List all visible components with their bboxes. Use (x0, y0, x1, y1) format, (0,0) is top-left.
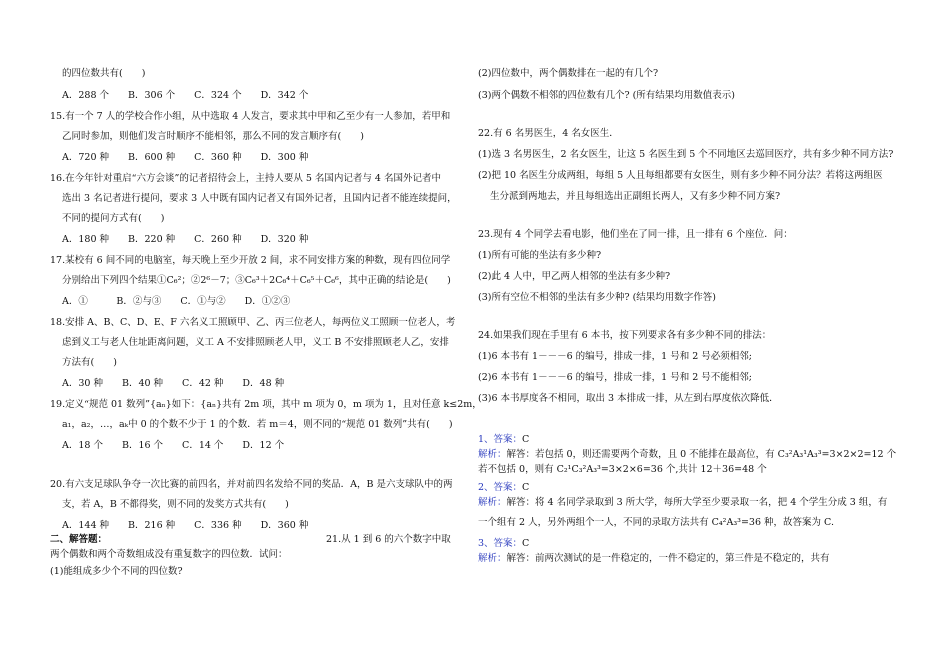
answer-value: C (522, 538, 530, 549)
question-line: 乙同时参加，则他们发言时顺序不能相邻，那么不同的发言顺序有( ) (62, 131, 364, 142)
analysis-text: 解答：前两次测试的是一件稳定的，一件不稳定的，第三件是不稳定的，共有 (506, 553, 830, 564)
answer-label: 3、答案： (478, 538, 523, 549)
q21-line2: 两个偶数和两个奇数组成没有重复数字的四位数．试问： (50, 549, 288, 560)
question-line: (1)选 3 名男医生，2 名女医生，让这 5 名医生到 5 个不同地区去巡回医疗，共有多少种不同方法? (478, 149, 894, 160)
analysis-line (478, 497, 887, 509)
section-title: 二、解答题： (50, 534, 108, 545)
question-line: (2)四位数中，两个偶数排在一起的有几个? (478, 68, 659, 79)
answer-label: 2、答案： (478, 482, 523, 493)
question-line: (3)两个偶数不相邻的四位数有几个? (所有结果均用数值表示) (478, 90, 735, 101)
analysis-line (478, 449, 896, 461)
question-line: A．180 种 B．220 种 C．260 种 D．320 种 (62, 234, 309, 245)
question-line: 22.有 6 名男医生，4 名女医生． (478, 128, 619, 139)
question-line: A．720 种 B．600 种 C．360 种 D．300 种 (62, 152, 309, 163)
analysis-text: 解答：若包括 0，则还需要两个奇数，且 0 不能排在最高位，有 C₃²A₃¹A₃³=3×2×2=12 个 (506, 449, 897, 460)
question-line: A．18 个 B．16 个 C．14 个 D．12 个 (62, 440, 285, 451)
question-line: A．30 种 B．40 种 C．42 种 D．48 种 (62, 378, 285, 389)
answer-label: 1、答案： (478, 434, 523, 445)
question-line: (2)6 本书有 1－－－6 的编号，排成一排，1 号和 2 号不能相邻; (478, 372, 752, 383)
question-line: (1)所有可能的坐法有多少种? (478, 250, 602, 261)
question-line: 24.如果我们现在手里有 6 本书，按下列要求各有多少种不同的排法： (478, 330, 772, 341)
question-line: 20.有六支足球队争夺一次比赛的前四名，并对前四名发给不同的奖品．A，B 是六支球队中的两 (50, 479, 453, 490)
analysis-text: 若不包括 0，则有 C₂¹C₃²A₃³=3×2×6=36 个,共计 12＋36=48 个 (478, 464, 767, 475)
answer-value: C (522, 434, 530, 445)
question-line: 选出 3 名记者进行提问，要求 3 人中既有国内记者又有国外记者，且国内记者不能连续提问， (62, 193, 457, 204)
q21-line3: (1)能组成多少个不同的四位数? (50, 566, 183, 577)
question-line: A．288 个 B．306 个 C．324 个 D．342 个 (62, 90, 309, 101)
question-line: 16.在今年针对重启“六方会谈”的记者招待会上，主持人要从 5 名国内记者与 4 名国外记者中 (50, 173, 441, 184)
question-line: 方法有( ) (62, 357, 117, 368)
question-line: 不同的提问方式有( ) (62, 213, 165, 224)
analysis-line (478, 553, 830, 565)
analysis-label: 解析： (478, 553, 507, 564)
question-line: 18.安排 A、B、C、D、E、F 六名义工照顾甲、乙、丙三位老人，每两位义工照顾一位老人，考 (50, 317, 456, 328)
question-line: (2)把 10 名医生分成两组，每组 5 人且每组都要有女医生，则有多少种不同分法？若将这两组医 (478, 170, 883, 181)
analysis-line (478, 464, 767, 476)
question-line: 生分派到两地去，并且每组选出正副组长两人，又有多少种不同方案? (490, 191, 781, 202)
answer-line (478, 482, 529, 494)
question-line: 23.现有 4 个同学去看电影，他们坐在了同一排，且一排有 6 个座位．问： (478, 229, 793, 240)
analysis-text: 解答：将 4 名同学录取到 3 所大学，每所大学至少要录取一名，把 4 个学生分成 3 组，有 (506, 497, 888, 508)
question-line: A．144 种 B．216 种 C．336 种 D．360 种 (62, 520, 309, 531)
answer-value: C (522, 482, 530, 493)
question-line: (3)所有空位不相邻的坐法有多少种? (结果均用数字作答) (478, 292, 716, 303)
question-line: 分别给出下列四个结果①C₆²；②2⁶－7；③C₆³＋2C₆⁴＋C₆⁵＋C₆⁶，其中正确的结论是( ) (62, 275, 451, 286)
answer-line (478, 434, 529, 446)
question-line: (1)6 本书有 1－－－6 的编号，排成一排，1 号和 2 号必须相邻; (478, 351, 752, 362)
question-line: 的四位数共有( ) (62, 68, 146, 79)
question-line: (2)此 4 人中，甲乙两人相邻的坐法有多少种? (478, 271, 671, 282)
question-line: a₁，a₂，…，aₖ中 0 的个数不少于 1 的个数．若 m＝4，则不同的“规范 01 数列”共有( ) (62, 419, 453, 430)
question-line: A．① B．②与③ C．①与② D．①②③ (62, 296, 291, 307)
analysis-label: 解析： (478, 449, 507, 460)
q21-start: 21.从 1 到 6 的六个数字中取 (326, 534, 451, 545)
analysis-text: 一个组有 2 人，另外两组个一人，不同的录取方法共有 C₄²A₃³=36 种，故答案为 C. (478, 517, 835, 528)
answer-line (478, 538, 529, 550)
question-line: 17.某校有 6 间不同的电脑室，每天晚上至少开放 2 间，求不同安排方案的种数，现有四位同学 (50, 255, 451, 266)
analysis-line (478, 517, 834, 529)
question-line: 15.有一个 7 人的学校合作小组，从中选取 4 人发言，要求其中甲和乙至少有一人参加，若甲和 (50, 111, 451, 122)
analysis-label: 解析： (478, 497, 507, 508)
question-line: 支，若 A，B 不都得奖，则不同的发奖方式共有( ) (62, 499, 289, 510)
question-line: (3)6 本书厚度各不相同，取出 3 本排成一排，从左到右厚度依次降低． (478, 393, 779, 404)
question-line: 虑到义工与老人住址距离问题，义工 A 不安排照顾老人甲，义工 B 不安排照顾老人乙，安排 (62, 337, 449, 348)
question-line: 19.定义“规范 01 数列”{aₙ}如下：{aₙ}共有 2m 项，其中 m 项为 0，m 项为 1，且对任意 k≤2m， (50, 399, 482, 410)
section-title-line (50, 534, 107, 546)
